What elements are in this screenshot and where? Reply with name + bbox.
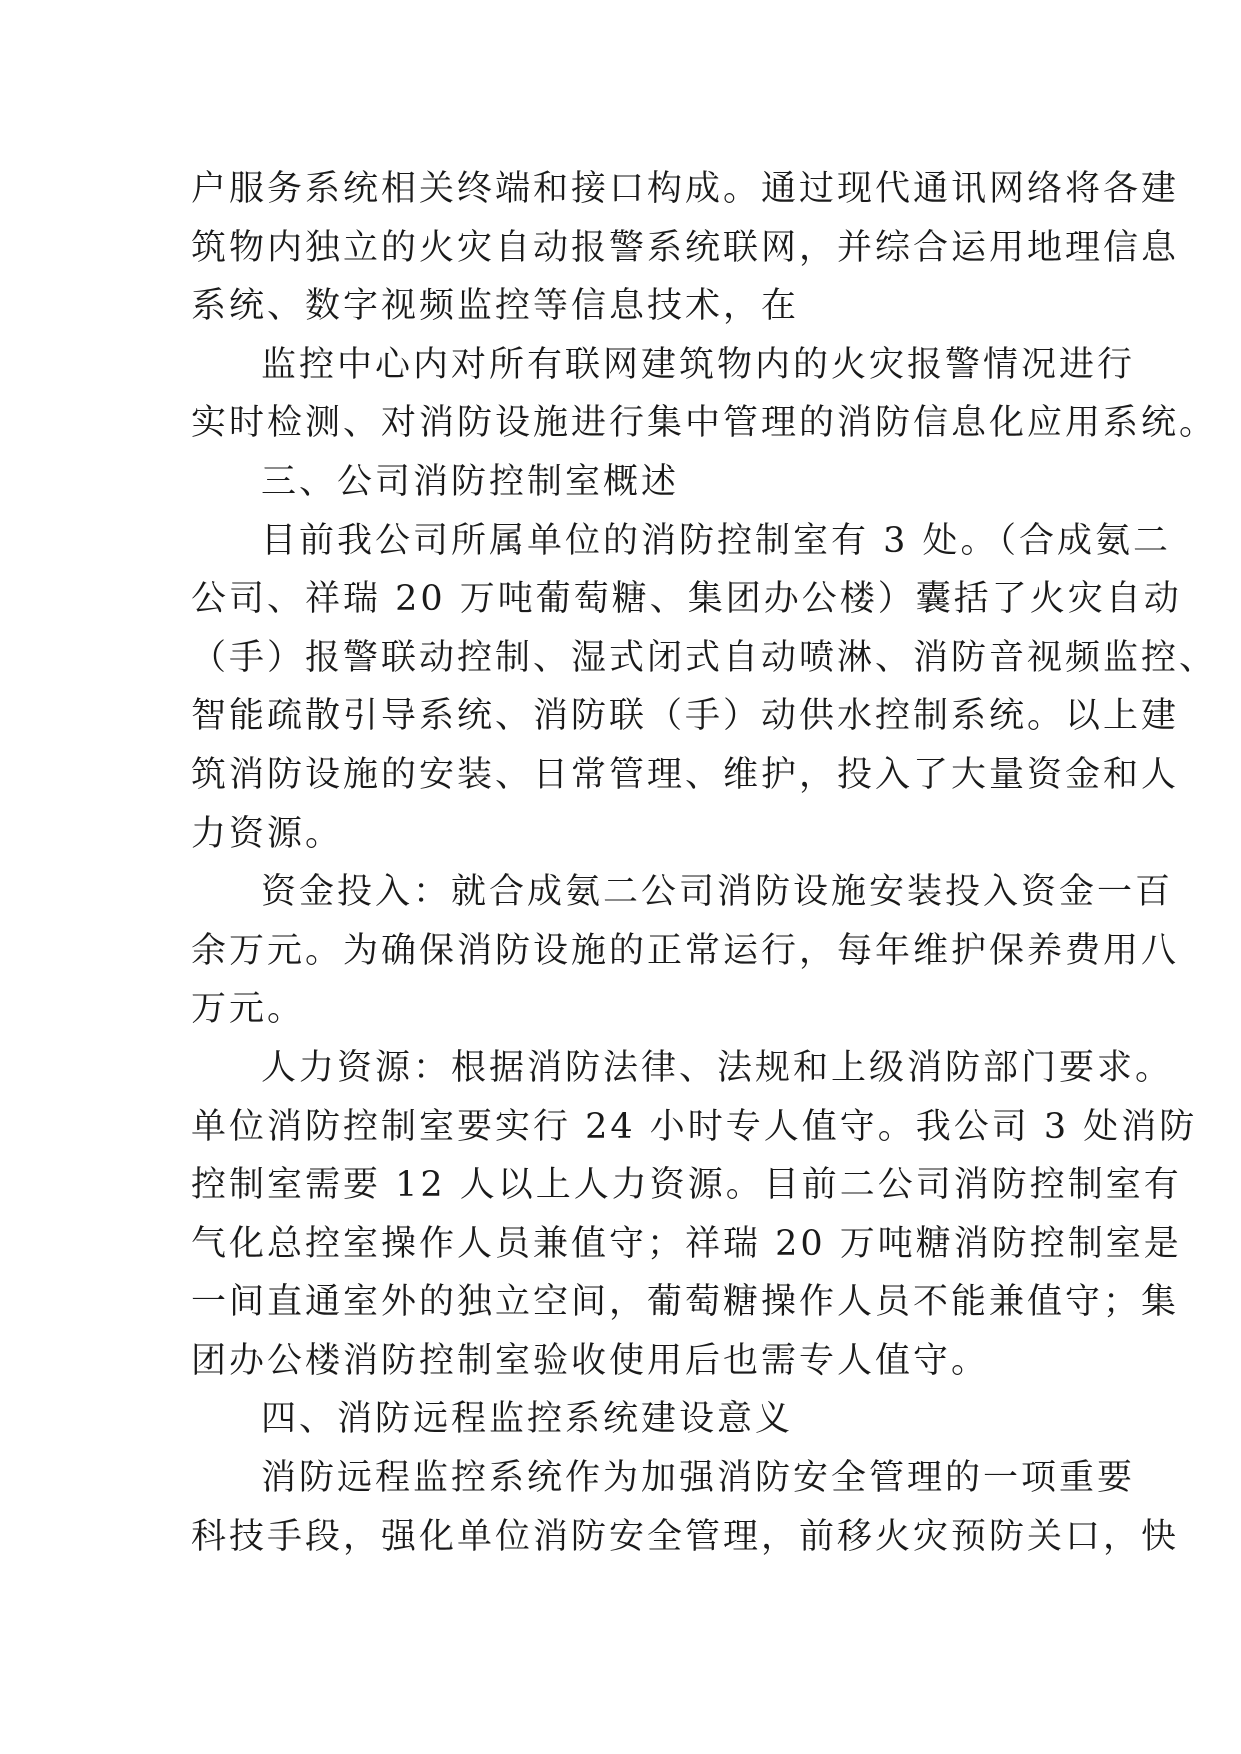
text-line: 一间直通室外的独立空间，葡萄糖操作人员不能兼值守；集 — [191, 1282, 1180, 1323]
text-line: 消防远程监控系统作为加强消防安全管理的一项重要 — [261, 1458, 1136, 1499]
text-line: 余万元。为确保消防设施的正常运行，每年维护保养费用八 — [191, 930, 1180, 971]
text-line: 公司、祥瑞 20 万吨葡萄糖、集团办公楼）囊括了火灾自动 — [191, 579, 1182, 620]
text-line: 系统、数字视频监控等信息技术，在 — [191, 286, 800, 327]
text-line: 筑物内独立的火灾自动报警系统联网，并综合运用地理信息 — [191, 227, 1180, 268]
document-body — [191, 160, 1218, 1566]
text-line: 实时检测、对消防设施进行集中管理的消防信息化应用系统。 — [191, 403, 1218, 444]
text-line: 智能疏散引导系统、消防联（手）动供水控制系统。以上建 — [191, 696, 1180, 737]
text-line: 四、消防远程监控系统建设意义 — [261, 1399, 794, 1440]
text-line: 控制室需要 12 人以上人力资源。目前二公司消防控制室有 — [191, 1165, 1182, 1206]
text-line: 单位消防控制室要实行 24 小时专人值守。我公司 3 处消防 — [191, 1106, 1198, 1147]
text-line: 监控中心内对所有联网建筑物内的火灾报警情况进行 — [261, 344, 1136, 385]
text-line: 科技手段，强化单位消防安全管理，前移火灾预防关口，快 — [191, 1516, 1180, 1557]
text-line: 力资源。 — [191, 813, 344, 854]
text-line: 三、公司消防控制室概述 — [261, 461, 680, 502]
text-line: 目前我公司所属单位的消防控制室有 3 处。（合成氨二 — [261, 520, 1172, 561]
text-line: 户服务系统相关终端和接口构成。通过现代通讯网络将各建 — [191, 169, 1180, 209]
text-line: 人力资源：根据消防法律、法规和上级消防部门要求。 — [261, 1047, 1174, 1088]
text-line: 资金投入：就合成氨二公司消防设施安装投入资金一百 — [261, 872, 1174, 913]
text-line: 万元。 — [191, 989, 306, 1030]
text-line: （手）报警联动控制、湿式闭式自动喷淋、消防音视频监控、 — [191, 637, 1218, 678]
text-line: 气化总控室操作人员兼值守；祥瑞 20 万吨糖消防控制室是 — [191, 1223, 1182, 1264]
text-line: 团办公楼消防控制室验收使用后也需专人值守。 — [191, 1340, 990, 1381]
text-line: 筑消防设施的安装、日常管理、维护，投入了大量资金和人 — [191, 754, 1180, 795]
